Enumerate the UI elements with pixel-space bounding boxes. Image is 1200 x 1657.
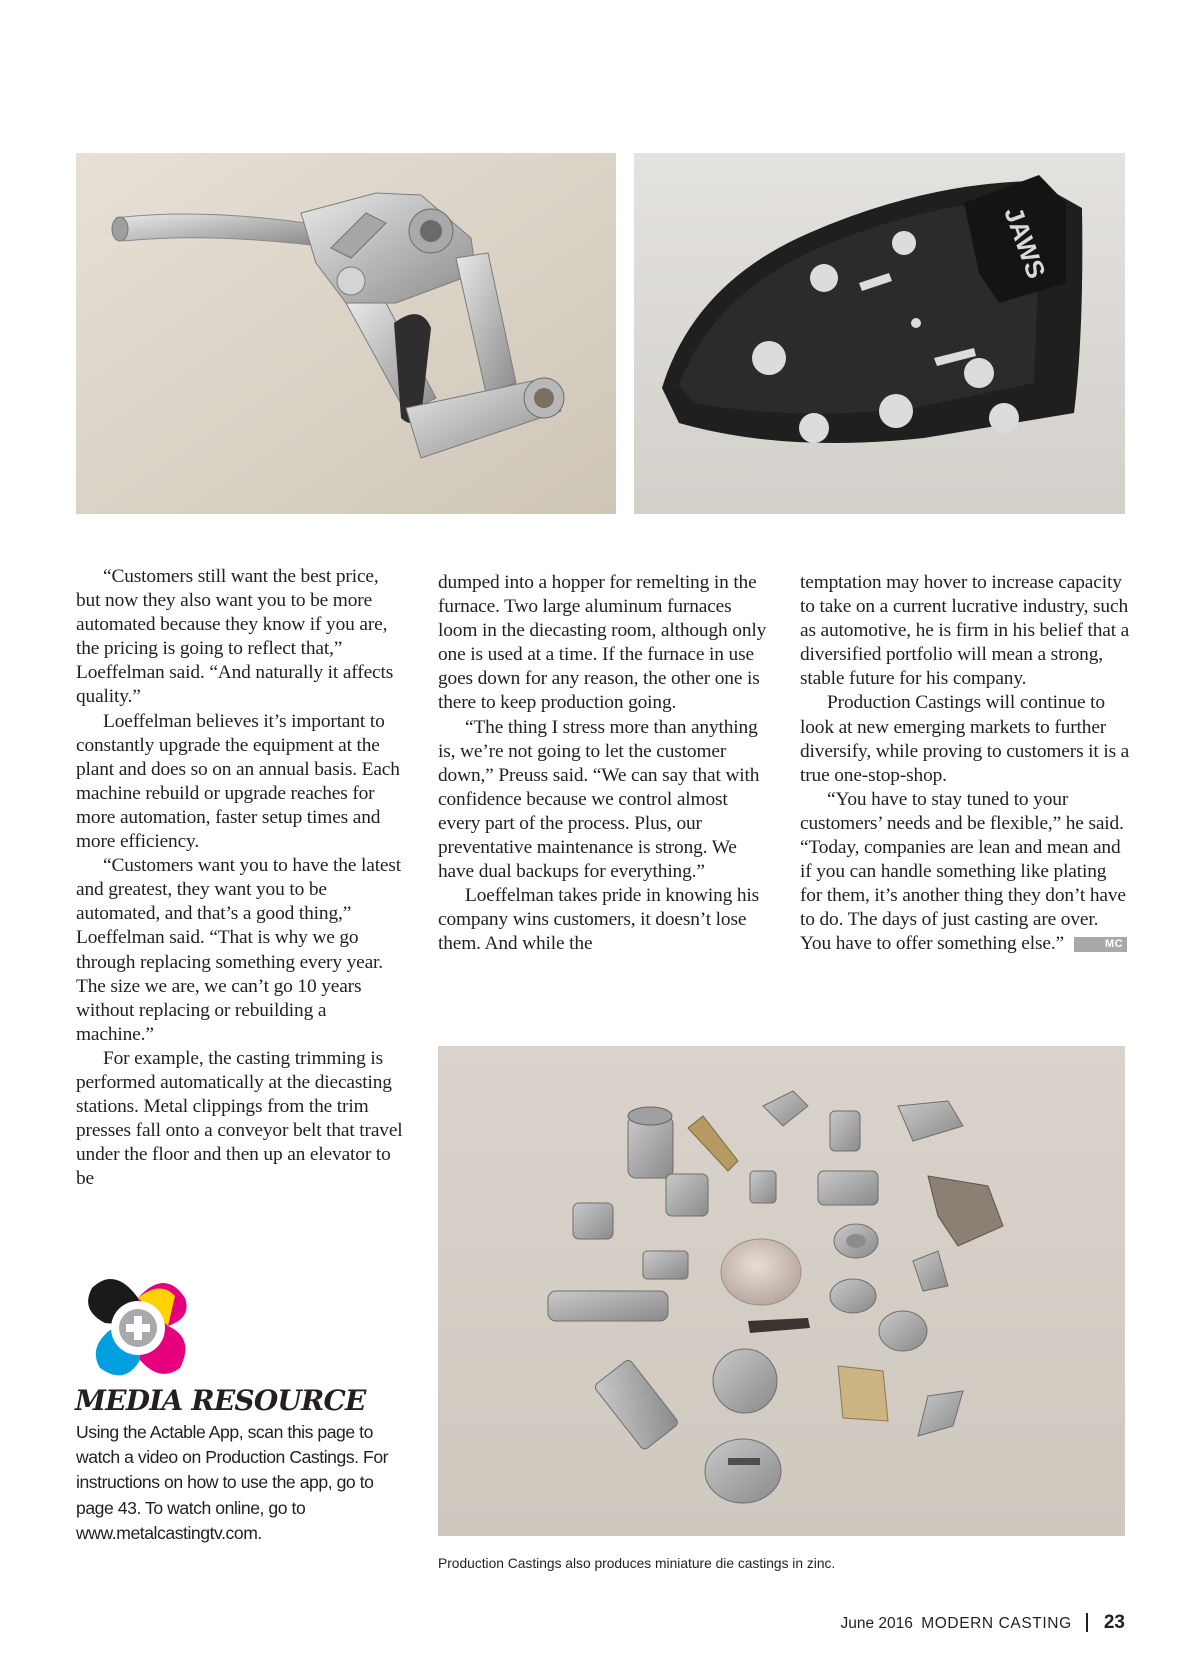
photo-caption: Production Castings also produces miniature die castings in zinc. bbox=[438, 1556, 836, 1571]
end-of-article-badge: MC bbox=[1074, 937, 1127, 952]
actable-app-logo-icon bbox=[80, 1268, 196, 1384]
article-paragraph: “The thing I stress more than anything is, we’re not going to let the customer down,” Preuss said. “We can say that with confidence because we control almost every part of the process. Plus, our preventative maintenance is strong. We have dual backups for everything.” bbox=[438, 716, 760, 883]
media-resource-text: Using the Actable App, scan this page to watch a video on Production Castings. For instructions on how to use the app, go to page 43. To watch online, go to www.metalcastingtv.com. bbox=[76, 1422, 389, 1543]
article-column-2 bbox=[438, 571, 770, 957]
black-jaws-base-plate-casting-photo bbox=[634, 153, 1125, 514]
footer-magazine-name: MODERN CASTING bbox=[921, 1615, 1072, 1632]
article-paragraph: temptation may hover to increase capacity to take on a current lucrative industry, such as automotive, he is firm in his belief that a diversified portfolio will mean a strong, stable future for his company. bbox=[800, 572, 1130, 690]
page-number: 23 bbox=[1103, 1612, 1125, 1633]
article-closing-text: “You have to stay tuned to your customers’ needs and be flexible,” he said. “Today, companies are lean and mean and if you can handle something like plating for them, it’s another thing they don’t have to do. The days of just casting are over. You have to offer something else.” bbox=[800, 788, 1126, 955]
page-footer bbox=[841, 1612, 1125, 1634]
footer-date: June 2016 bbox=[840, 1615, 913, 1632]
article-paragraph: dumped into a hopper for remelting in the furnace. Two large aluminum furnaces loom in the diecasting room, although only one is used at a time. If the furnace in use goes down for any reason, the other one is there to keep production going. bbox=[438, 572, 767, 714]
media-resource-title: MEDIA RESOURCE bbox=[75, 1384, 366, 1417]
article-column-1 bbox=[76, 565, 406, 1191]
article-paragraph bbox=[800, 788, 1130, 957]
article-column-3 bbox=[800, 571, 1130, 957]
article-paragraph: Loeffelman takes pride in knowing his company wins customers, it doesn’t lose them. And while the bbox=[438, 885, 760, 955]
article-paragraph: Loeffelman believes it’s important to constantly upgrade the equipment at the plant and does so on an annual basis. Each machine rebuild or upgrade reaches for more automation, faster setup times and more efficiency. bbox=[76, 710, 400, 853]
article-paragraph: “Customers want you to have the latest and greatest, they want you to be automated, and that’s a good thing,” Loeffelman said. “That is why we go through replacing something every year. The size we are, we can’t go 10 years without replacing or rebuilding a machine.” bbox=[76, 855, 402, 1045]
aluminum-fuel-nozzle-casting-photo bbox=[76, 153, 616, 514]
footer-divider bbox=[1086, 1613, 1088, 1632]
article-paragraph: Production Castings will continue to look at new emerging markets to further diversify, while proving to customers it is a true one-stop-shop. bbox=[800, 692, 1130, 786]
article-paragraph: For example, the casting trimming is performed automatically at the diecasting stations. Metal clippings from the trim presses fall onto a conveyor belt that travel under the floor and then up an elevator to be bbox=[76, 1047, 403, 1190]
plate-logo-text: JAWS bbox=[998, 202, 1052, 283]
article-paragraph: “Customers still want the best price, but now they also want you to be more automated because they know if you are, the pricing is going to reflect that,” Loeffelman said. “And naturally it affects quality.” bbox=[76, 566, 394, 708]
miniature-zinc-die-castings-photo bbox=[438, 1046, 1125, 1536]
